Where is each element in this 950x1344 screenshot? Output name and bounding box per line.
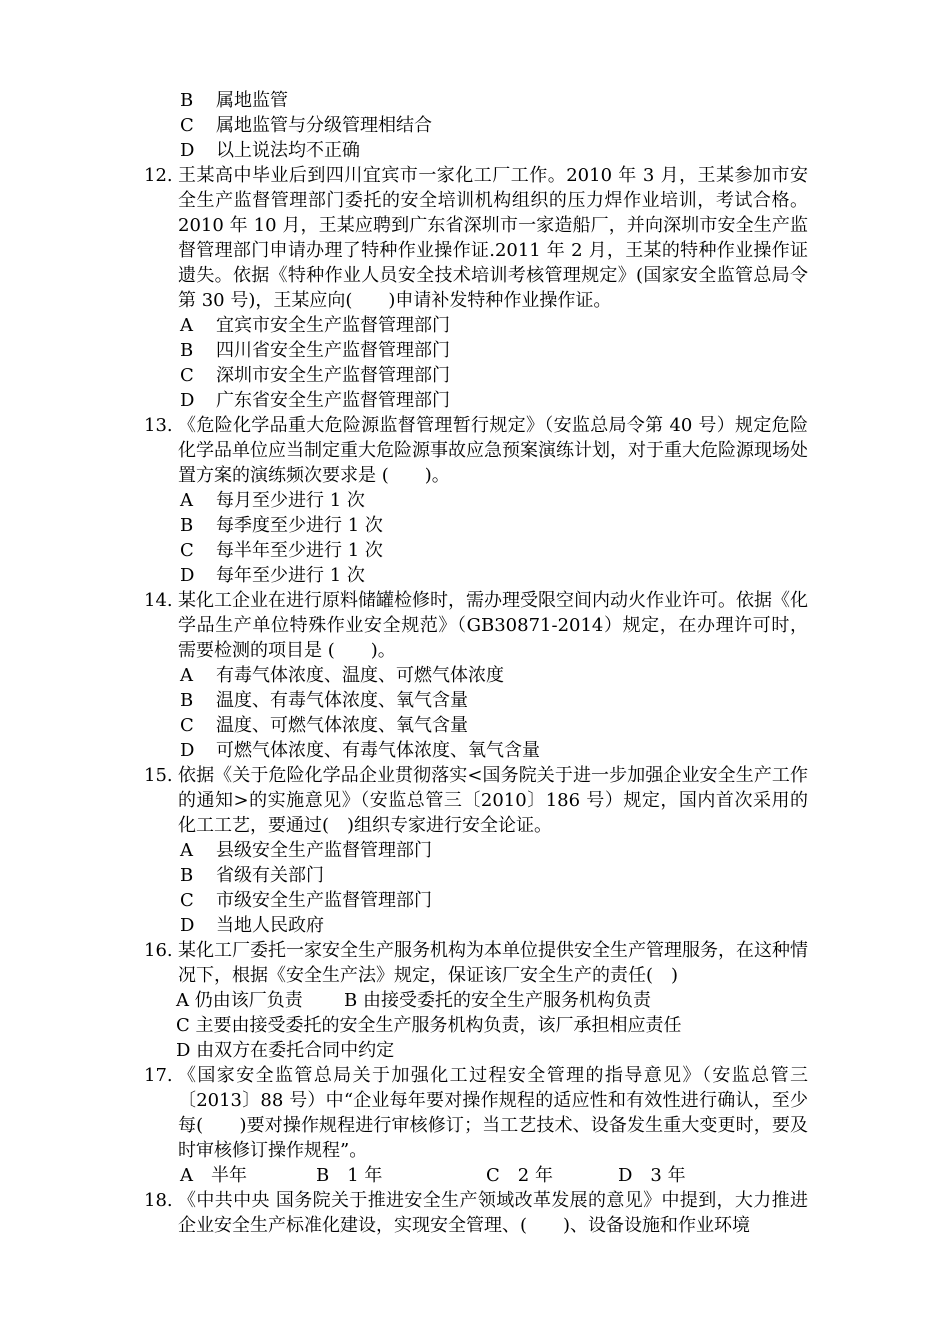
- q12-option-d: [180, 388, 950, 413]
- q11-option-c: [180, 113, 950, 138]
- option-text: 每年至少进行 1 次: [216, 565, 365, 586]
- option-letter: C: [180, 540, 194, 561]
- option-text: 以上说法均不正确: [216, 140, 360, 161]
- option-text: 温度、有毒气体浓度、氧气含量: [216, 690, 468, 711]
- q11-options: [0, 88, 950, 163]
- option-letter: B: [180, 865, 194, 886]
- question-12: [144, 163, 808, 313]
- q15-option-d: [180, 913, 950, 938]
- option-letter: C: [180, 890, 194, 911]
- q16-option-d: D 由双方在委托合同中约定: [176, 1040, 395, 1061]
- question-number: 18.: [144, 1190, 173, 1211]
- question-stem: 《国家安全监管总局关于加强化工过程安全管理的指导意见》（安监总管三〔2013〕88 号）中“企业每年要对操作规程的适应性和有效性进行确认，至少每( )要对操作规程进行审核修订；当工艺技术、设备发生重大变更时，要及时审核修订操作规程”。: [178, 1065, 808, 1161]
- option-letter: B: [180, 90, 194, 111]
- q16-options-ab: [176, 988, 950, 1013]
- q13-option-a: [180, 488, 950, 513]
- option-letter: D: [180, 915, 195, 936]
- q17-option-c: C 2 年: [486, 1165, 553, 1186]
- q13-option-b: [180, 513, 950, 538]
- option-letter: A: [180, 665, 193, 686]
- q17-options: [180, 1163, 950, 1188]
- option-letter: B: [180, 690, 194, 711]
- option-text: 宜宾市安全生产监督管理部门: [216, 315, 450, 336]
- question-stem: 《危险化学品重大危险源监督管理暂行规定》（安监总局令第 40 号）规定危险化学品单位应当制定重大危险源事故应急预案演练计划，对于重大危险源现场处置方案的演练频次要求是 ( )。: [178, 415, 808, 486]
- option-letter: D: [180, 740, 195, 761]
- option-letter: C: [180, 715, 194, 736]
- option-letter: C: [180, 365, 194, 386]
- question-stem: 某化工厂委托一家安全生产服务机构为本单位提供安全生产管理服务，在这种情况下，根据《安全生产法》规定，保证该厂安全生产的责任( ): [178, 940, 808, 986]
- q15-option-b: [180, 863, 950, 888]
- option-text: 当地人民政府: [216, 915, 324, 936]
- q17-option-d: D 3 年: [618, 1165, 686, 1186]
- question-number: 14.: [144, 590, 173, 611]
- option-text: 广东省安全生产监督管理部门: [216, 390, 450, 411]
- question-number: 12.: [144, 165, 173, 186]
- q11-option-d: [180, 138, 950, 163]
- question-number: 13.: [144, 415, 173, 436]
- option-letter: B: [180, 515, 194, 536]
- option-text: 每月至少进行 1 次: [216, 490, 365, 511]
- option-letter: C: [180, 115, 194, 136]
- question-13: [144, 413, 808, 488]
- option-text: 有毒气体浓度、温度、可燃气体浓度: [216, 665, 504, 686]
- option-letter: A: [180, 490, 193, 511]
- option-letter: A: [180, 840, 193, 861]
- q16-option-c: C 主要由接受委托的安全生产服务机构负责，该厂承担相应责任: [176, 1015, 682, 1036]
- question-stem: 依据《关于危险化学品企业贯彻落实<国务院关于进一步加强企业安全生产工作的通知>的实施意见》（安监总管三〔2010〕186 号）规定，国内首次采用的化工工艺，要通过( )组织专家进行安全论证。: [178, 765, 808, 836]
- q13-option-d: [180, 563, 950, 588]
- q14-option-d: [180, 738, 950, 763]
- question-number: 17.: [144, 1065, 173, 1086]
- q15-option-a: [180, 838, 950, 863]
- q11-option-b: [180, 88, 950, 113]
- q17-option-a: A 半年: [180, 1165, 247, 1186]
- option-text: 每半年至少进行 1 次: [216, 540, 383, 561]
- q15-option-c: [180, 888, 950, 913]
- q13-option-c: [180, 538, 950, 563]
- question-16: [144, 938, 808, 988]
- option-letter: D: [180, 390, 195, 411]
- option-letter: D: [180, 565, 195, 586]
- option-text: 四川省安全生产监督管理部门: [216, 340, 450, 361]
- question-number: 16.: [144, 940, 173, 961]
- question-stem: 某化工企业在进行原料储罐检修时，需办理受限空间内动火作业许可。依据《化学品生产单位特殊作业安全规范》（GB30871-2014）规定，在办理许可时，需要检测的项目是 ( )。: [178, 590, 808, 661]
- option-text: 属地监管: [216, 90, 288, 111]
- question-18: [144, 1188, 808, 1238]
- option-text: 属地监管与分级管理相结合: [216, 115, 432, 136]
- option-text: 市级安全生产监督管理部门: [216, 890, 432, 911]
- q17-option-b: B 1 年: [316, 1165, 383, 1186]
- q12-option-a: [180, 313, 950, 338]
- q14-option-b: [180, 688, 950, 713]
- option-text: 每季度至少进行 1 次: [216, 515, 383, 536]
- q14-option-c: [180, 713, 950, 738]
- question-14: [144, 588, 808, 663]
- option-text: 可燃气体浓度、有毒气体浓度、氧气含量: [216, 740, 540, 761]
- q12-option-c: [180, 363, 950, 388]
- option-text: 温度、可燃气体浓度、氧气含量: [216, 715, 468, 736]
- question-number: 15.: [144, 765, 173, 786]
- q16-option-b: B 由接受委托的安全生产服务机构负责: [344, 990, 651, 1011]
- q12-option-b: [180, 338, 950, 363]
- option-text: 省级有关部门: [216, 865, 324, 886]
- question-stem: 王某高中毕业后到四川宜宾市一家化工厂工作。2010 年 3 月，王某参加市安全生产监督管理部门委托的安全培训机构组织的压力焊作业培训，考试合格。2010 年 10 月，王某应聘到广东省深圳市一家造船厂，并向深圳市安全生产监督管理部门申请办理了特种作业操作证.2011 年 2 月，王某的特种作业操作证遗失。依据《特种作业人员安全技术培训考核管理规定》(国家安全监管总局令 第 30 号)，王某应向( )申请补发特种作业操作证。: [178, 165, 808, 311]
- question-15: [144, 763, 808, 838]
- option-text: 深圳市安全生产监督管理部门: [216, 365, 450, 386]
- q16-option-a: A 仍由该厂负责: [176, 990, 303, 1011]
- option-letter: A: [180, 315, 193, 336]
- option-text: 县级安全生产监督管理部门: [216, 840, 432, 861]
- q14-option-a: [180, 663, 950, 688]
- option-letter: D: [180, 140, 195, 161]
- question-17: [144, 1063, 808, 1163]
- option-letter: B: [180, 340, 194, 361]
- question-stem: 《中共中央 国务院关于推进安全生产领域改革发展的意见》中提到，大力推进企业安全生产标准化建设，实现安全管理、( )、设备设施和作业环境: [178, 1190, 808, 1236]
